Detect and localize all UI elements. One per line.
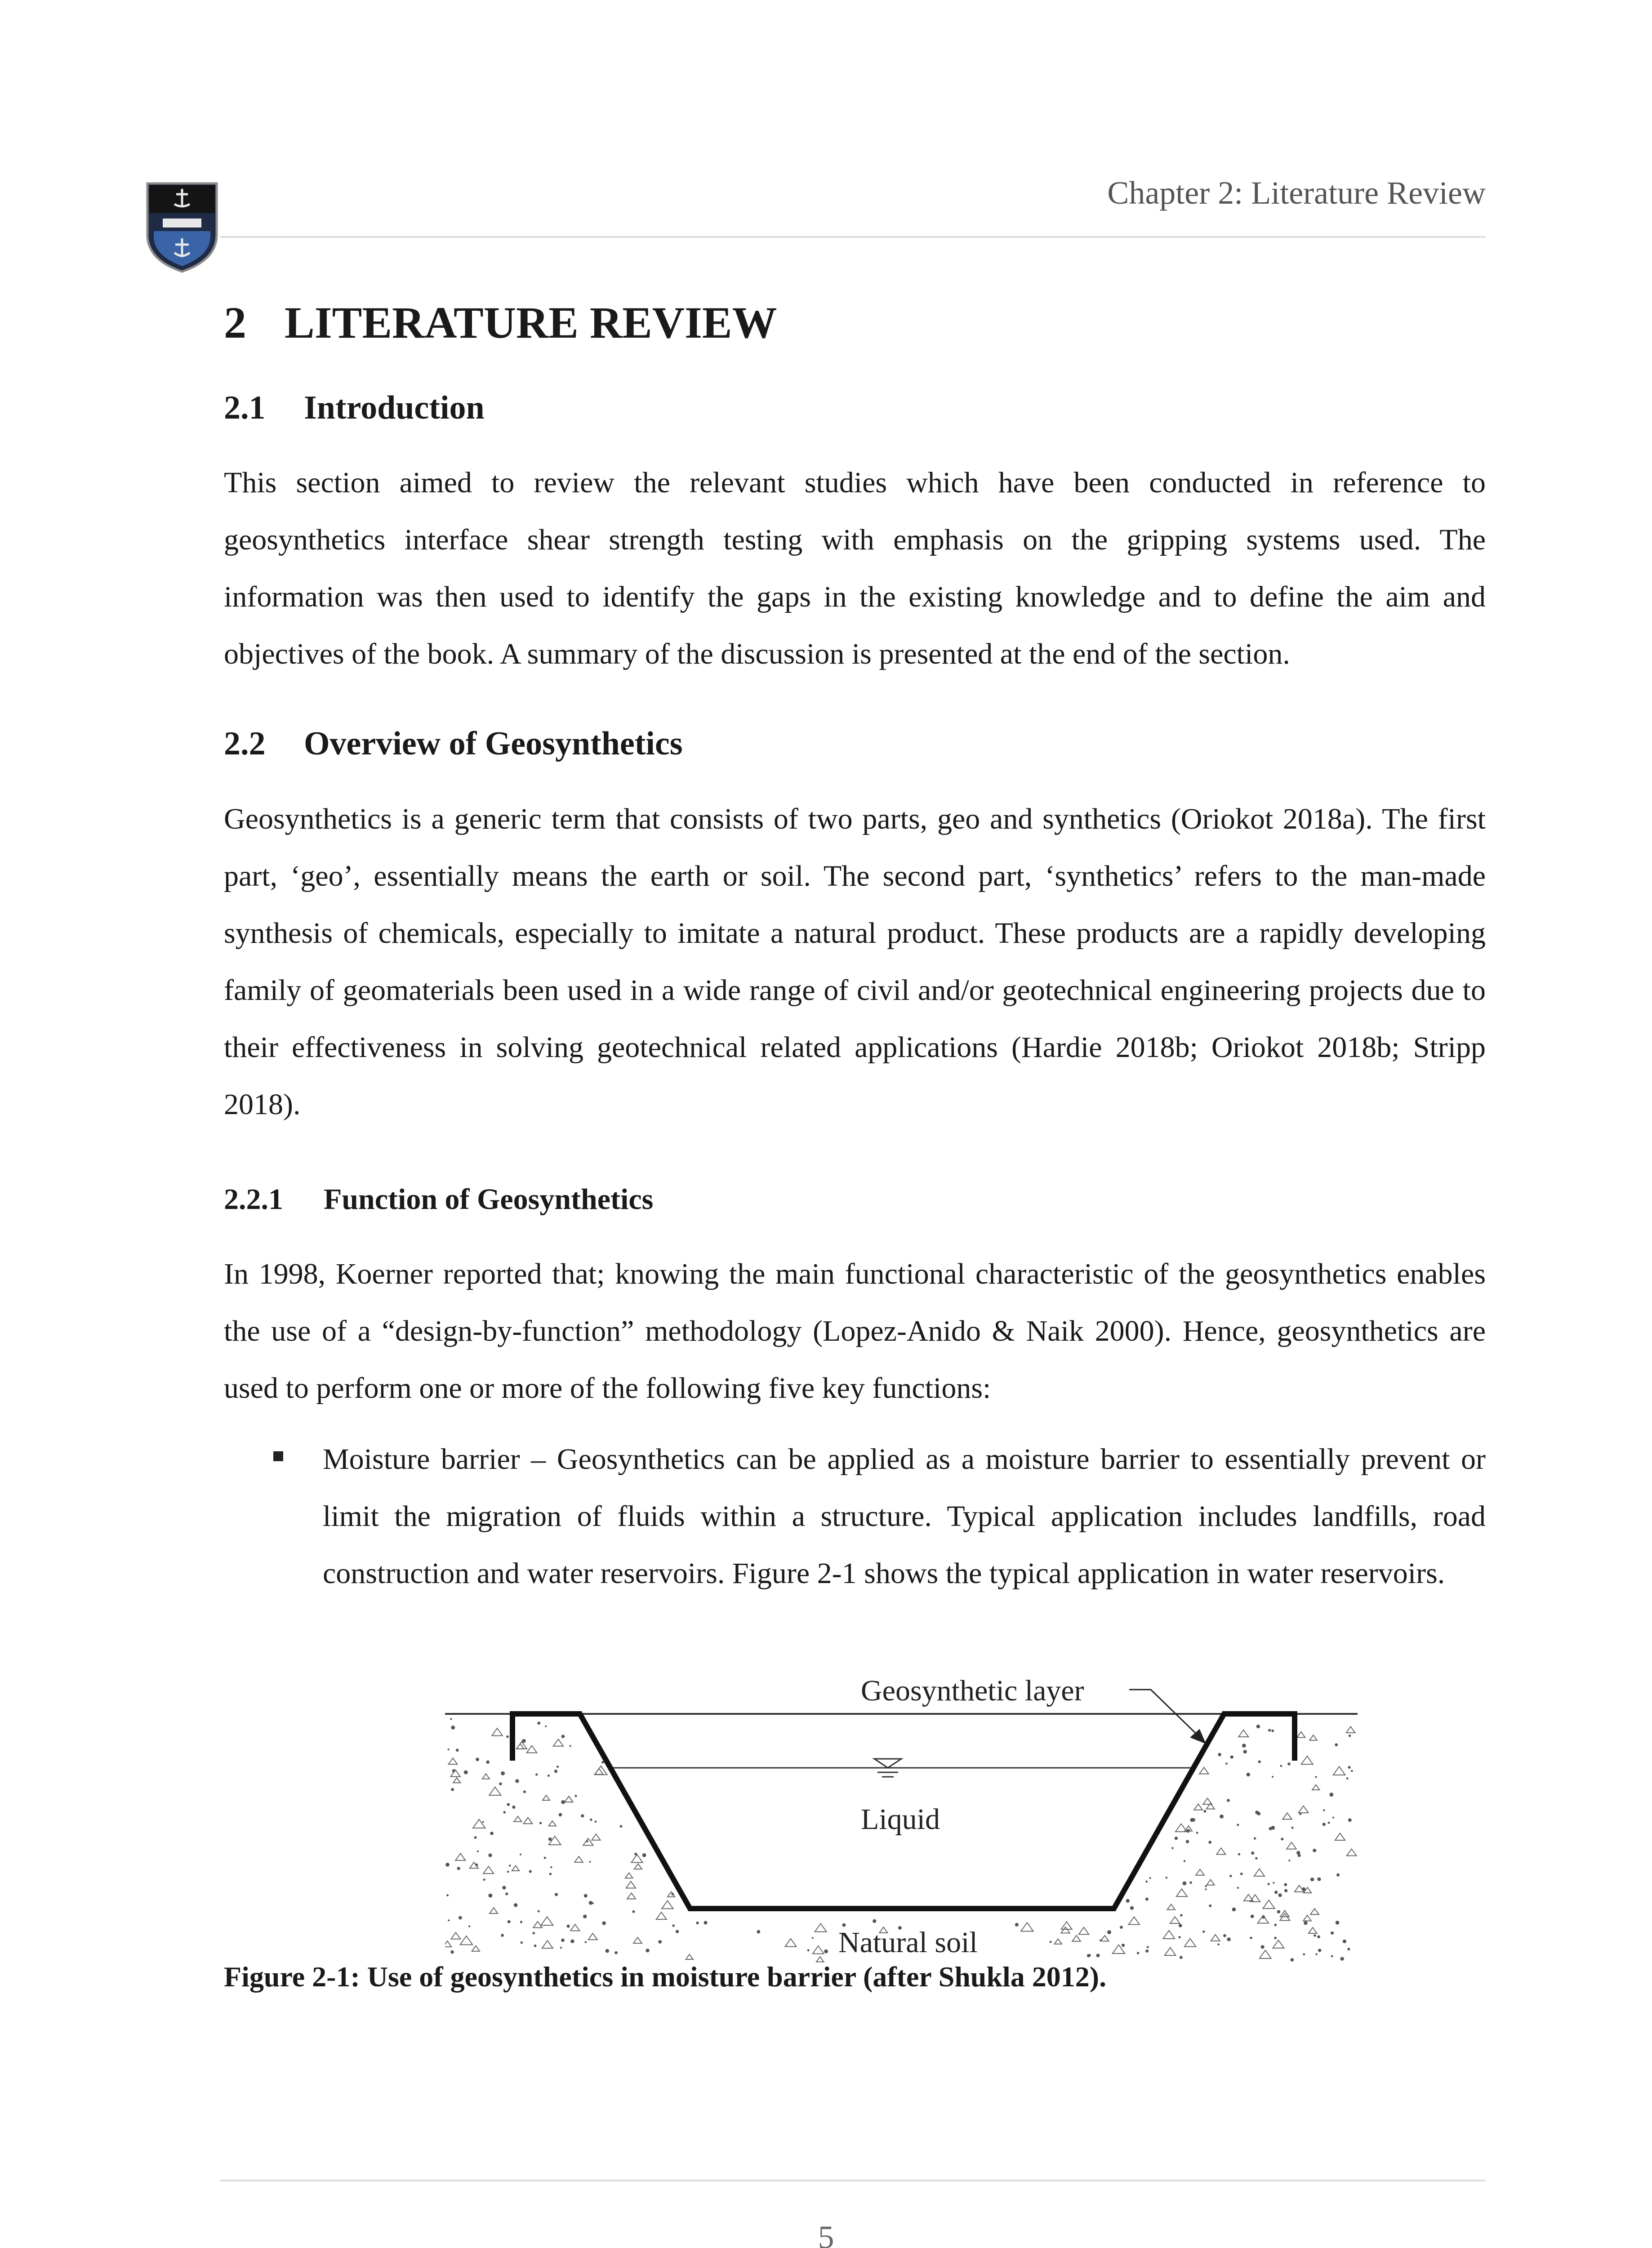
subsection-number: 2.2.1 — [224, 1183, 283, 1216]
figure-moisture-barrier-diagram — [445, 1655, 1358, 1965]
liquid-label: Liquid — [861, 1803, 940, 1836]
chapter-title: LITERATURE REVIEW — [285, 298, 777, 348]
figure-caption: Figure 2-1: Use of geosynthetics in moisture barrier (after Shukla 2012). — [224, 1961, 1107, 1993]
running-head: Chapter 2: Literature Review — [1107, 175, 1486, 211]
subsection-heading-function — [224, 1182, 653, 1217]
overview-paragraph: Geosynthetics is a generic term that consists of two parts, geo and synthetics (Oriokot 2018a). The first part, ‘geo’, essentially means the earth or soil. The second part, ‘synthetics’ refers to the man-made synthesis of chemicals, especially to imitate a natural product. These products are a rapidly developing family of geomaterials been used in a wide range of civil and/or geotechnical engineering projects due to their effectiveness in solving geotechnical related applications (Hardie 2018b; Oriokot 2018b; Stripp 2018). — [224, 803, 1486, 1121]
section-heading-overview — [224, 725, 683, 763]
page-number: 5 — [818, 2219, 834, 2248]
chapter-heading — [224, 297, 777, 348]
subsection-title: Function of Geosynthetics — [324, 1183, 654, 1216]
natural-soil-label: Natural soil — [838, 1926, 978, 1959]
footer-rule — [220, 2180, 1486, 2181]
bullet-square-icon — [273, 1451, 283, 1461]
function-paragraph: In 1998, Koerner reported that; knowing the main functional characteristic of the geosynthetics enables the use of a “design-by-function” methodology (Lopez-Anido & Naik 2000). Hence, geosynthetics are used to perform one or more of the following five key functions: — [224, 1258, 1486, 1405]
bullet-moisture-barrier: Moisture barrier – Geosynthetics can be applied as a moisture barrier to essentially prevent or limit the migration of fluids within a structure. Typical application includes landfills, road construction and water reservoirs. Figure 2-1 shows the typical application in water reservoirs. — [323, 1443, 1486, 1590]
section-number: 2.1 — [224, 389, 266, 426]
soil-texture — [445, 1718, 1357, 1962]
geosynthetic-layer-label: Geosynthetic layer — [861, 1674, 1084, 1707]
chapter-number: 2 — [224, 298, 246, 348]
university-crest-logo — [145, 181, 219, 273]
section-title: Introduction — [304, 389, 485, 426]
section-number: 2.2 — [224, 725, 266, 762]
section-heading-introduction — [224, 389, 485, 427]
section-title: Overview of Geosynthetics — [304, 725, 683, 762]
label-arrow — [1129, 1690, 1205, 1743]
introduction-paragraph: This section aimed to review the relevant studies which have been conducted in reference to geosynthetics interface shear strength testing with emphasis on the gripping systems used. The information was then used to identify the gaps in the existing knowledge and to define the aim and objectives of the book. A summary of the discussion is presented at the end of the section. — [224, 466, 1486, 670]
header-rule — [220, 236, 1486, 238]
